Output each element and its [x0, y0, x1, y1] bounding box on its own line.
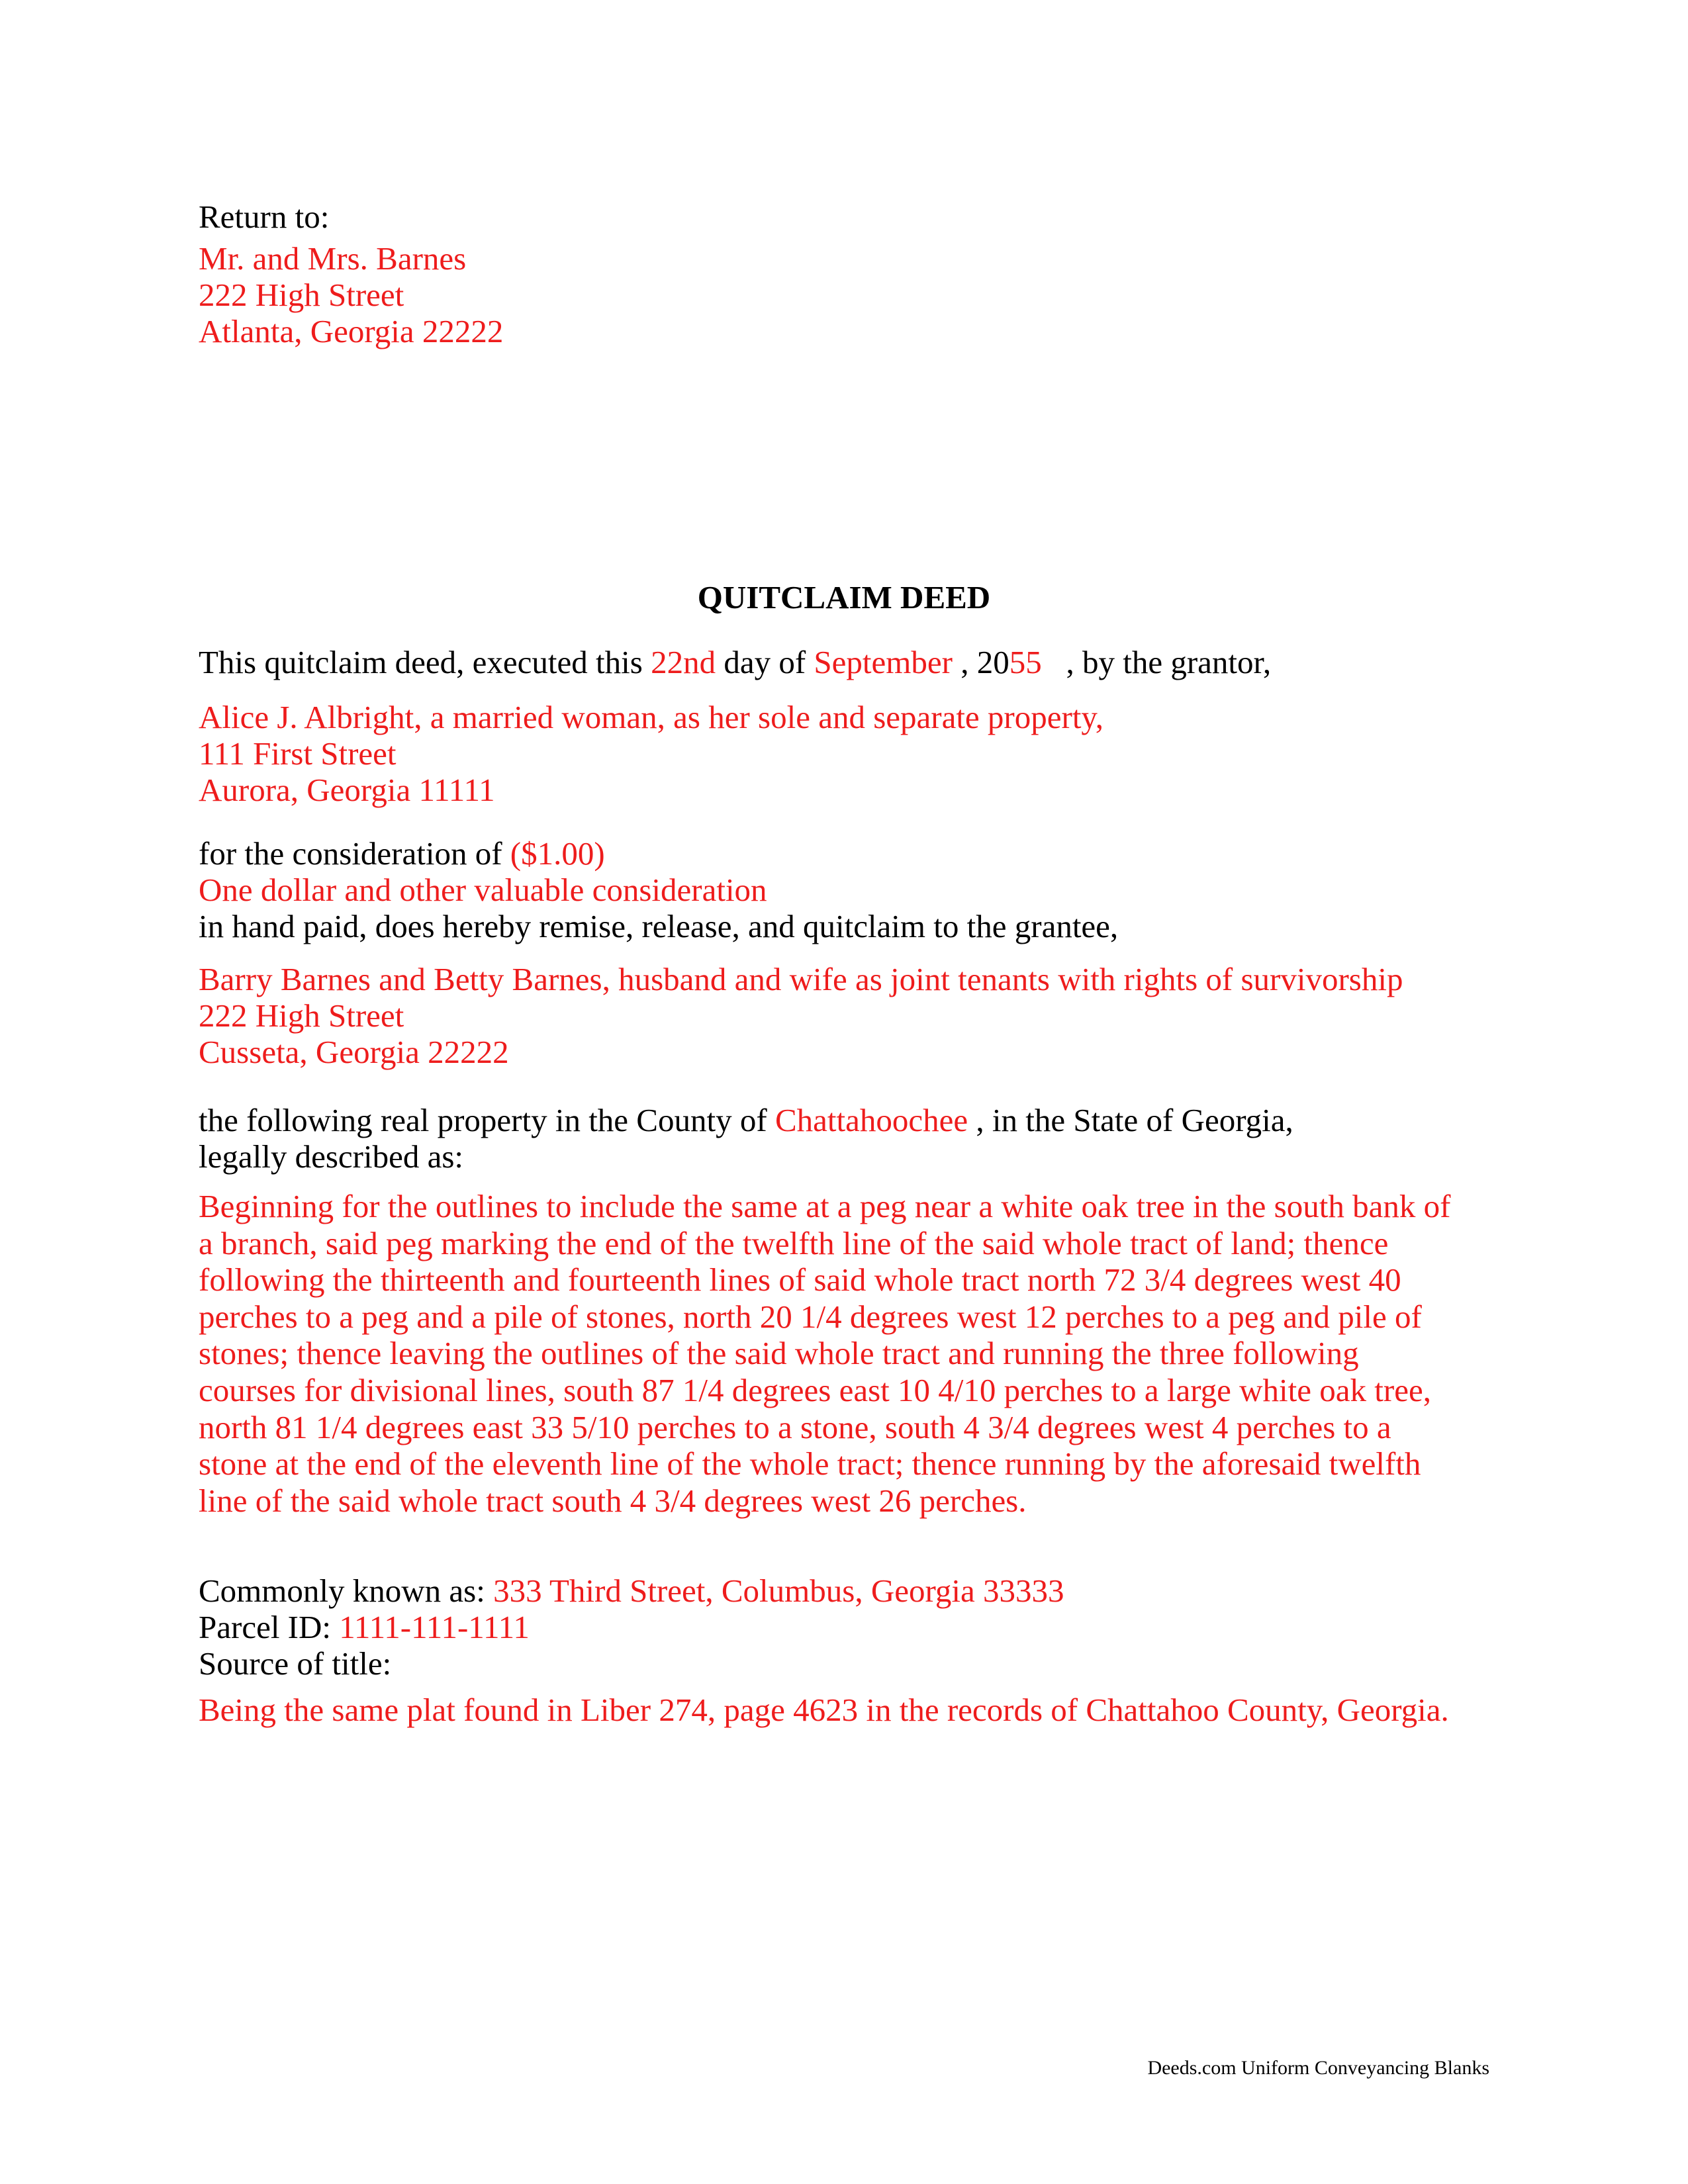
property-described: legally described as:: [199, 1138, 464, 1175]
property-prefix: the following real property in the County of: [199, 1102, 775, 1138]
consideration-block: [199, 835, 1118, 944]
legal-line: stones; thence leaving the outlines of the said whole tract and running the three following: [199, 1335, 1359, 1372]
grantee-block: [199, 961, 1403, 1070]
execution-day: 22nd: [651, 644, 716, 680]
common-block: [199, 1572, 1449, 1728]
legal-line: stone at the end of the eleventh line of the whole tract; thence running by the aforesaid twelfth: [199, 1445, 1421, 1482]
return-to-street: 222 High Street: [199, 277, 404, 313]
execution-month: September: [814, 644, 953, 680]
execution-suffix: , by the grantor,: [1041, 644, 1272, 680]
return-to-label: Return to:: [199, 199, 330, 235]
property-block: [199, 1102, 1293, 1175]
consideration-label: for the consideration of: [199, 835, 510, 872]
common-address: 333 Third Street, Columbus, Georgia 33333: [493, 1572, 1064, 1609]
source-of-title: Being the same plat found in Liber 274, page 4623 in the records of Chattahoo County, Georgia.: [199, 1692, 1449, 1728]
execution-prefix: This quitclaim deed, executed this: [199, 644, 651, 680]
legal-line: north 81 1/4 degrees east 33 5/10 perches to a stone, south 4 3/4 degrees west 4 perches to a: [199, 1408, 1391, 1445]
return-to-name: Mr. and Mrs. Barnes: [199, 240, 467, 277]
legal-line: line of the said whole tract south 4 3/4 degrees west 26 perches.: [199, 1482, 1027, 1519]
page-title: QUITCLAIM DEED: [697, 579, 991, 615]
legal-line: perches to a peg and a pile of stones, north 20 1/4 degrees west 12 perches to a peg and pile of: [199, 1298, 1422, 1335]
property-county: Chattahoochee: [774, 1102, 968, 1138]
grantor-city: Aurora, Georgia 11111: [199, 772, 495, 808]
execution-line: [199, 644, 1271, 680]
consideration-words: One dollar and other valuable consideration: [199, 872, 767, 908]
footer-text: Deeds.com Uniform Conveyancing Blanks: [1147, 2057, 1489, 2079]
parcel-label: Parcel ID:: [199, 1609, 340, 1645]
legal-line: courses for divisional lines, south 87 1/4 degrees east 10 4/10 perches to a large white oak tree,: [199, 1371, 1431, 1408]
grantor-name: Alice J. Albright, a married woman, as her sole and separate property,: [199, 699, 1103, 735]
legal-line: a branch, said peg marking the end of the twelfth line of the said whole tract of land; thence: [199, 1224, 1389, 1261]
execution-day-of: day of: [716, 644, 814, 680]
parcel-id: 1111-111-1111: [339, 1609, 530, 1645]
execution-year-prefix: , 20: [952, 644, 1009, 680]
legal-description: [199, 1188, 1496, 1519]
return-to-block: [199, 199, 503, 349]
consideration-amount: ($1.00): [510, 835, 605, 872]
grantor-block: [199, 699, 1103, 808]
grantee-city: Cusseta, Georgia 22222: [199, 1034, 509, 1070]
consideration-clause: in hand paid, does hereby remise, release, and quitclaim to the grantee,: [199, 908, 1119, 944]
legal-line: Beginning for the outlines to include the same at a peg near a white oak tree in the south bank of: [199, 1188, 1451, 1224]
legal-line: following the thirteenth and fourteenth lines of said whole tract north 72 3/4 degrees west 40: [199, 1261, 1401, 1298]
source-label: Source of title:: [199, 1645, 392, 1682]
common-label: Commonly known as:: [199, 1572, 494, 1609]
grantor-street: 111 First Street: [199, 735, 397, 772]
property-suffix: , in the State of Georgia,: [968, 1102, 1293, 1138]
grantee-street: 222 High Street: [199, 997, 404, 1034]
grantee-name: Barry Barnes and Betty Barnes, husband and wife as joint tenants with rights of survivorship: [199, 961, 1403, 997]
execution-year-suffix: 55: [1009, 644, 1042, 680]
return-to-city: Atlanta, Georgia 22222: [199, 313, 504, 349]
